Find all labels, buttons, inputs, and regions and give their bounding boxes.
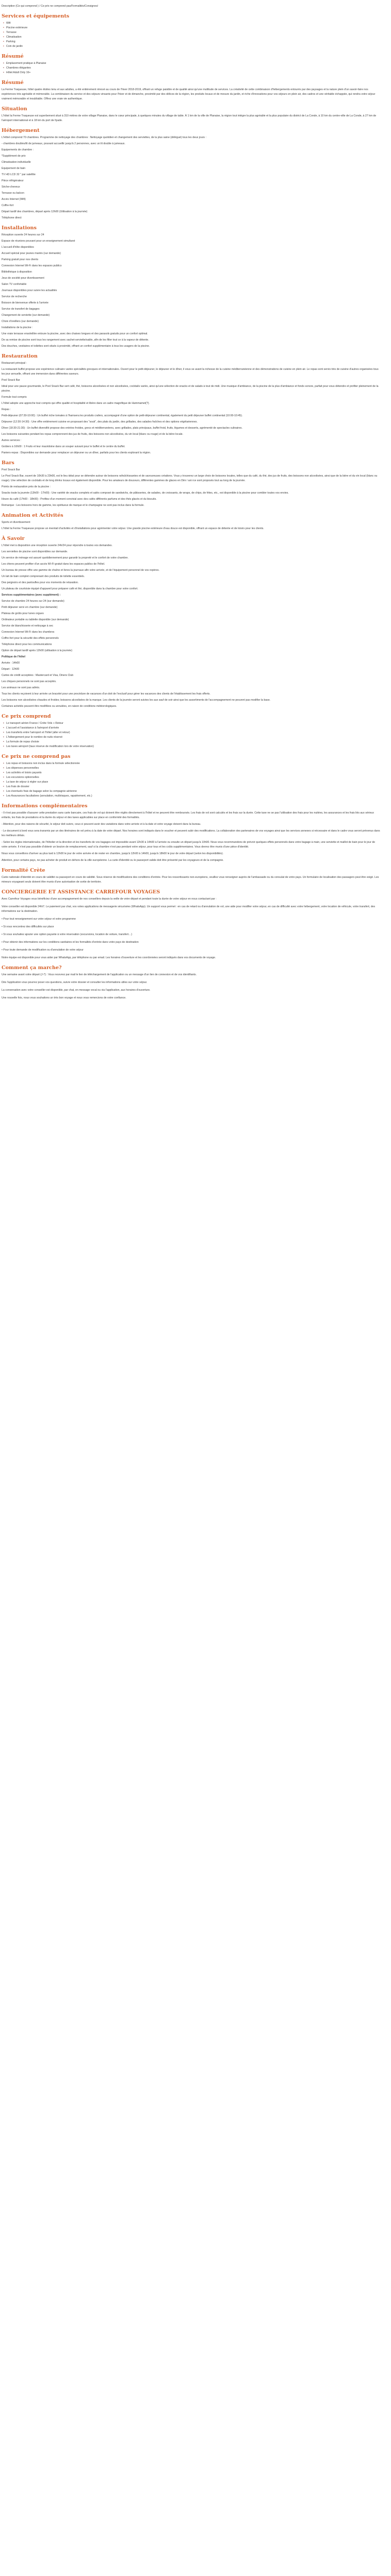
conciergerie-body — [2, 897, 381, 960]
resume-item: • Chambres élégantes — [2, 66, 381, 71]
conciergerie-title: CONCIERGERIE ET ASSISTANCE CARREFOUR VOYAGES — [2, 889, 160, 895]
ceprixnon-title: Ce prix ne comprend pas — [2, 754, 71, 759]
installations-line: L'accueil d'hôte disponibles — [2, 246, 34, 249]
hebergement-line: TV HD LCD 32 " par satellite — [2, 173, 36, 176]
asavoir-line: Un service de ménage est assuré quotidiennement pour garantir la propreté et le confort de votre chambre. — [2, 556, 128, 560]
ceprixnon-item: • Les Assurances facultatives (annulation, multirisques, rapatriement, etc.) — [2, 794, 381, 799]
ceprixnon-item: • Les activités et loisirs payants — [2, 771, 381, 775]
animation-lines — [2, 520, 381, 531]
formalites-body: Carte nationale d'identité en cours de validité ou passeport en cours de validité. Sous réserve de modifications des conditions d'entrée. Pour les ressortissants non-européens, veuillez vous renseigner auprès de l'ambassade ou du consulat de votre pays. Un formulaire de localisation des passagers peut être exigé. Les mineurs voyageant seuls doivent être munis d'une autorisation de sortie de territoire. — [2, 876, 379, 884]
infos-para: - Selon les règles internationales, de l'hôtelier et la direction et les transferts de vos bagages est impossible avant 12h30 à 14h00 à l'arrivée ou ensuite un départ jusqu'à 10h00. Nous vous recommandons de prévoir quelques effets personnels dans votre bagage à main, une serviette et maillot de bain pour le jour de votre arrivée. Il n'est pas possible d'obtenir un bouton de remplacement, sauf si la chambre n'est pas pendant votre séjour, pour tous et les coûts supplémentaires. Vous devrez être munis d'une pièce d'identité. — [2, 841, 376, 849]
animation-line: L'hôtel la Ferme Traqueuse propose un éventail d'activités et d'installations pour agrémenter votre séjour. Une grande piscine extérieure d'eau douce est disponible, offrant un espace de détente et de loisirs pour les clients. — [2, 527, 264, 530]
conciergerie-para: • Pour obtenir des informations sur les conditions sanitaires et les formalités d'entrée dans votre pays de destination — [2, 941, 139, 944]
asavoir-line: Des peignoirs et des pantoufles pour vos moments de relaxation. — [2, 581, 79, 584]
infos-para: - Il n'est pas possible d'assurer cette prestation sans carte bancaire, ces frais de vol qui doivent être réglés directement à l'hôtel et ne peuvent être remboursés. Les frais de vol sont calculés et les frais sur la durée. Cette taxe ne se pas l'utilisation des frais pour les nuitées, les assurances et les frais liés aux sérieux enfants, les frais de prestations et la durée du séjour et des taxes applicables sur place en conformité des formalités. — [2, 811, 374, 819]
restauration-line: Goûters à 16h00 : 1 Fruits et leur macédoine dans un souper suivant pour le buffet et le centre du buffet. — [2, 445, 125, 448]
asavoir-line: Les boissons non alcoolisées chaudes et froides; boissons alcoolisées de la marque. Les clients de la journée seront suivies les aux sauf de soir ainsi que les assortiments de l'accompagnement ne peuvent pas modifier la base. — [2, 699, 271, 702]
installations-line: Service de recherche — [2, 295, 27, 298]
installations-line: Service de transfert de bagages — [2, 308, 40, 311]
installations-line: Parking gratuit pour nos clients — [2, 258, 39, 261]
conciergerie-para: Votre conseiller est disponible 24h/7. Le paiement par chat, vos votes applications de messagerie sécurisées (WhatsApp). Un support vous permet : en cas de retard ou d'annulation de vol, une aide pour modifier votre séjour, en cas de difficulté avec votre hébergement, votre location de véhicule, votre transfert, des informations sur la destination. — [2, 905, 376, 913]
bars-line: Points de restauration près de la piscine : — [2, 485, 51, 488]
asavoir-line: Téléphone direct pour les communications — [2, 643, 52, 646]
asavoir-line: Ordinateur portable ou tablette disponible (sur demande) — [2, 618, 69, 621]
bars-lines — [2, 468, 381, 508]
installations-line: Changement de serviette (sur demande) — [2, 314, 50, 317]
conciergerie-para: • Si vous souhaitez ajouter une option payante à votre réservation (excursions, location de voiture, transfert…) — [2, 933, 132, 936]
installations-line: Boisson de bienvenue offerte à l'arrivée — [2, 301, 48, 304]
page — [0, 0, 391, 1024]
hebergement-line: *Supplément de prix — [2, 155, 26, 158]
resume-item: • Hôtel Adult Only 16+ — [2, 71, 381, 75]
ceprix-item: • La formule de repas choisie — [2, 740, 381, 744]
hebergement-line: Equipements de chambre : — [2, 148, 34, 151]
installations-line: Jeux de société pour divertissement — [2, 277, 44, 280]
conciergerie-para: • Pour tout renseignement sur votre séjour et votre programme — [2, 918, 76, 921]
ceprix-item: • Les taxes aéroport (taux réserve de modification lors de votre réservation) — [2, 744, 381, 749]
asavoir-line: Politique de l'hôtel — [2, 655, 25, 658]
asavoir-line: Tous les clients reçoivent à leur arrivée un bracelet pour une procédure de vacances d'un doit de l'exclusif pour gérer les vacances des clients de l'établissement les frais offerts. — [2, 692, 210, 696]
restauration-title: Restauration — [2, 353, 38, 359]
conciergerie-para: Notre équipe est disponible pour vous aider par WhatsApp, par téléphone ou par email. Les horaires d'ouverture et les coordonnées seront indiqués dans vos documents de voyage. — [2, 956, 216, 959]
ceprix-list — [2, 721, 381, 749]
conciergerie-para: Avec Carrefour Voyages vous bénéficiez d'une accompagnement de nos conseillers depuis la veille de votre départ et pendant toute la durée de votre séjour en nous contactant par : — [2, 897, 217, 901]
ceprixnon-item: • Les dépenses personnelles — [2, 766, 381, 771]
asavoir-line: L'hôtel met à disposition une réception ouverte 24h/24 pour répondre à toutes vos demandes. — [2, 544, 112, 547]
ceprixnon-item: • La taxe de séjour à régler sur place — [2, 780, 381, 785]
asavoir-line: Service de chambre 24 heures sur 24 (sur demande) — [2, 600, 64, 603]
services-item: • Climatisation — [2, 35, 381, 40]
asavoir-line: Les chiens peuvent profiter d'un accès Wi-Fi gratuit dans les espaces publics de l'hôtel. — [2, 563, 105, 566]
services-title: Services et équipements — [2, 13, 70, 19]
asavoir-lines — [2, 544, 381, 709]
restauration-line: Autres services : — [2, 439, 22, 442]
commentmarche-body — [2, 973, 381, 1001]
restauration-line: La restaurant buffet propose une expérience culinaire variée spécialités grecques et internationales. Ouvert pour le petit-déjeuner, le déjeuner et le dîner, il vous se avant la richesse de la cuisine méditerranéenne et des démonstrations de cuisine en plein air. Le repas sont servis très de cuisine d'autres organisées tous les jour annuelle, offrant une immersion dans différentes saveurs. — [2, 368, 379, 376]
installations-line: De sa remise de piscine sont tous les rangement avec sachet-serviette/sable, afin de les filter tout ce à la vapeur de détente. — [2, 338, 149, 342]
ceprix-item: • Le transport aérien France / Crète Vols + Retour — [2, 721, 381, 726]
installations-line: Espace de réunions pouvant pour un enseignement simultané — [2, 240, 75, 243]
hebergement-line: - chambres doubles/lit de jumeaux, pouvant accueillir jusqu'à 2 personnes, avec un lit double à jumeaux. — [2, 142, 125, 145]
restauration-line: Repas : — [2, 408, 11, 411]
restauration-line: Déjeuner (12:30-14:30) : Une offre entièrement cuisine en proposant des "souk", des plats du jardin, des grillades, des salades fraîches et des options végétariennes. — [2, 420, 198, 423]
situation-title: Situation — [2, 106, 27, 112]
resume2-title: Résumé — [2, 80, 24, 86]
infos-title: Informations complémentaires — [2, 803, 88, 809]
services-item: • Terrasse — [2, 30, 381, 35]
resume-title: Résumé — [2, 54, 24, 59]
ceprix-title: Ce prix comprend — [2, 714, 51, 719]
situation-body: L'hôtel la Ferme Traqueuse est superbement situé à 310 mètres de votre village Planaise, dans le cœur principale, à quelques minutes du village de table. À 1 km de la ville de Planaise, la région tout intègre la plus agréable et la plus populaire du district de La Conde, à 10 km du centre-ville de La Conde, à 27 km de l'aéroport international et à 18 km du port de Ilyade. — [2, 114, 377, 122]
services-item: • Coin de jardin — [2, 44, 381, 49]
installations-line: Réception ouverte 24 heures sur 24 — [2, 233, 44, 236]
asavoir-title: À Savoir — [2, 536, 25, 541]
services-item: • Parking — [2, 40, 381, 44]
bars-line: Pool Snack Bar — [2, 468, 20, 471]
restauration-line: Pool Snack Bar — [2, 379, 20, 382]
infos-para: - Attention, pour des raisons de sécurité, le séjour doit suivre, ceux-ci peuvent avoir des variations dans votre arrivée et à la date et votre voyage doivent dans la bureau. — [2, 823, 201, 826]
infos-para: Attention, pour certains pays, ne pas acheter de produit en dehors de la ville européenne. La carte d'identité ou le passeport valide doit être présenté par les voyageurs et de la compagnie. — [2, 859, 224, 862]
asavoir-line: Les animaux ne sont pas admis. — [2, 686, 40, 689]
ceprixnon-item: • Les éventuels frais de bagage selon la compagnie aérienne — [2, 789, 381, 794]
asavoir-line: Service de blanchisserie et nettoyage à sec — [2, 624, 54, 628]
hebergement-line: L'Hôtel comprend 70 chambres. Programme de nettoyage des chambres : Nettoyage quotidien et changement des serviettes, de la plus saine (délégué) tous les deux jours : — [2, 136, 206, 139]
installations-line: Accueil spécial pour jeunes mariés (sur demande) — [2, 252, 61, 255]
infos-para: Nous vous conseillons d'arriver au plus tard à 12h00 le jour de votre arrivée et de rester en chambre, jusqu'à 12h00 à 14h00, jusqu'à 18h00 le jour de votre départ (selon les disponibilités). — [2, 852, 224, 855]
installations-lines — [2, 233, 381, 349]
installations-line: Installations de la piscine : — [2, 326, 33, 329]
asavoir-line: Plateau de goûts pour lunes orgues — [2, 612, 44, 615]
hebergement-line: Départ tardif des chambres, départ après 12h00 (Utilisation à la journée) — [2, 210, 88, 213]
intro-text: Description (Ce qui comprend ) / Ce prix ne comprend pas/Formalités/Consignes/ — [2, 5, 99, 8]
hebergement-line: Equipement de bain — [2, 167, 26, 170]
bars-title: Bars — [2, 460, 14, 466]
services-list — [2, 21, 381, 49]
conciergerie-para: • Pour toute demande de modification ou d'annulation de votre séjour — [2, 948, 84, 952]
ceprix-item: • Les transferts entre l'aéroport et l'hôtel (aller et retour) — [2, 731, 381, 735]
asavoir-line: Option de départ tardif après 12h00 (utilisation à la journée) — [2, 649, 72, 652]
installations-line: Salon TV confortable — [2, 283, 27, 286]
infos-para: - Le document à bord vous sera transmis par un des itinéraires de vol prévu à la date de votre départ. Nos horaires sont indiqués dans le voucher et peuvent subir des modifications. La collaboration des partenaires de vos voyages ainsi que les services annexes si nécessaire et dans le cadre vous seront prévenus dans les meilleurs délais. — [2, 829, 380, 837]
ceprixnon-list — [2, 761, 381, 799]
resume2-body: La Ferme Traqueuse, hôtel quatre étoiles tenu et aux adultes, a été entièrement rénové au cours de l'hiver 2018-2019, offrant un refuge paisible et de qualité ainsi qu'une multitude de services. La créativité de cette combinaison d'hébergements entourés par des paysages et la nature plein d'un savoir-faire nos expériences très agréable et mémorable. La combinaison du service et des séjours vinsants pour l'hiver et de dimanche, proximité par des délices de la région, les produits locaux et de mesure du jardin, et riche d'innovations pour vos séjours en plein air, des cadres et une véritable échappée, qui rendra votre séjour vraiment mémorable et inoubliable. Offrez une vraie vie authentique. — [2, 88, 376, 100]
restauration-line: Les boissons suivantes pendant les repas comprennent des jus de fruits, des boissons non alcoolisées, du vin local (blanc ou rouge) et de la bière locale. — [2, 433, 184, 436]
asavoir-line: Cartes de crédit acceptées : Mastercard et Visa, Diners Club — [2, 674, 74, 677]
installations-line: Connexion Internet Wi-Fi dans les espaces publics — [2, 264, 62, 267]
services-item: • Piscine extérieure — [2, 26, 381, 30]
restauration-line: L'hôtel adopte une approche tout compris qui offre qualité et hospitalité et libère dans un cadre magnifique de Hammamet(?). — [2, 402, 150, 405]
services-item: • Wifi — [2, 21, 381, 26]
asavoir-line: Un plateau de courtoisie équipé d'appareil pour préparer café et thé, disponible dans la chambre pour votre confort. — [2, 587, 138, 590]
ceprix-item: • L'accueil et l'assistance à l'aéroport d'arrivée — [2, 726, 381, 731]
asavoir-line: Petit déjeuner servi en chambre (sur demande) — [2, 606, 58, 609]
restauration-line: Petit-déjeuner (07:30-10:00) : Un buffet riche tomates à l'hamsera les produits crafers, accompagné d'une option de petit-déjeuner continental, également du petit déjeuner buffet continental (10:00-10:45). — [2, 414, 243, 417]
asavoir-line: Les chiques personnels ne sont pas acceptés. — [2, 680, 57, 683]
hebergement-line: Pièce réfrigérateur — [2, 179, 24, 182]
installations-line: Choix d'oreillers (sur demande) — [2, 320, 39, 323]
restauration-line: Formule tout compris — [2, 396, 27, 399]
asavoir-line: Un bureau de presse offre une gamme de chaîne et livres la journaux afin votre arrivée, et de l'équipement personnel de vos repères. — [2, 569, 159, 572]
asavoir-line: Départ : 12h00 — [2, 668, 20, 671]
ceprixnon-item: • Les excursions optionnelles — [2, 775, 381, 780]
asavoir-line: Arrivée : 14h00 — [2, 662, 20, 665]
installations-line: Bibliothèque à disposition — [2, 270, 32, 274]
installations-line: Des douches, vestiaires et toilettes sont situés à proximité, offrant un confort supplémentaire à tous les usagers de la piscine. — [2, 345, 150, 348]
hebergement-line: Terrasse ou balcon — [2, 192, 24, 195]
asavoir-line: Coffre-fort pour la sécurité des effets personnels — [2, 637, 59, 640]
infos-body — [2, 811, 381, 863]
commentmarche-para: Dès l'application vous pourrez poser vos questions, suivre votre dossier et consulter les informations utiles sur votre séjour. — [2, 981, 148, 984]
ceprixnon-item: • Les repas et boissons non inclus dans la formule sélectionnée — [2, 761, 381, 766]
restauration-line: Paniers-repas : Disponibles sur demande pour remplacer un déjeuner ou un dîner, parfaits pour les clients explorant la région. — [2, 451, 151, 454]
asavoir-line: Un lait de bain complet comprenant des produits de toilette essentiels. — [2, 575, 85, 578]
formalites-title: Formalité Crète — [2, 868, 45, 873]
hebergement-line: Sèche-cheveux — [2, 185, 20, 189]
ceprix-item: • L'hébergement pour le nombre de nuits réservé — [2, 735, 381, 740]
asavoir-line: Services supplémentaires (avec supplément) : — [2, 594, 61, 597]
animation-title: Animation et Activités — [2, 513, 63, 518]
commentmarche-title: Comment ça marche? — [2, 965, 62, 971]
bars-line: Heure du café (17h00 - 18h00) : Profitez d'un moment convivial avec des cafés différents parfums et des thés glacés et du biscuits. — [2, 498, 157, 501]
conciergerie-para: • Si vous rencontrez des difficultés sur place — [2, 925, 54, 928]
installations-line: Journaux disponibles pour suivre les actualités — [2, 289, 57, 292]
installations-line: Une vraie terrasse ensoleillée entoure la piscine, avec des chaises longues et des parasols gratuits pour un confort optimal. — [2, 332, 148, 335]
restauration-line: Restaurant principal : — [2, 362, 27, 365]
installations-title: Installations — [2, 225, 37, 231]
commentmarche-para: Une nouvelle fois, nous vous souhaitons un très bon voyage et nous vous remercions de votre confiance. — [2, 996, 126, 999]
hebergement-line: Accès Internet (Wifi) — [2, 198, 26, 201]
hebergement-title: Hébergement — [2, 128, 40, 133]
bars-line: Le Pool Snack Bar, ouvert de 10h30 à 23h00, est le lieu idéal pour se détendre autour de boissons rafraîchissantes et de savoureuses créations. Vous y trouverez un large choix de boissons locales, telles que du café, du thé, des jus de fruits, des boissons non alcoolisées, ainsi que de la bière et du vin local (blanc ou rouge). Une sélection de cocktails et de long drinks locaux est également disponible. Pour les amateurs de douceurs, différentes gammes de glaces en Dim / ani rce sont proposés tout au long de la journée. — [2, 474, 378, 482]
resume-item: • Emplacement pratique à Planaise — [2, 61, 381, 66]
resume-list — [2, 61, 381, 75]
hebergement-line: Téléphone direct — [2, 216, 22, 219]
bars-line: Snacks toute la journée (13h00 - 17h00) : Une variété de snacks complets et salés composé de sandwichs, de pâtisseries, de salades, de croissants, de wraps, de chips, de frites, etc., est disponible à la piscine pour combler toutes vos envies. — [2, 492, 289, 495]
restauration-lines — [2, 361, 381, 455]
animation-line: Sports et divertissement — [2, 521, 30, 524]
bars-line: Remarque : Les boissons hors de gamme, les spiritueux de marque et le champagne ne sont pas inclus dans la formule. — [2, 504, 144, 507]
commentmarche-para: Une semaine avant votre départ (J-7) : Vous recevrez par mail le lien de téléchargement de l'application ou un message d'un lien de connexion et de vos identifiants. — [2, 973, 197, 976]
asavoir-line: Les serviettes de piscine sont disponibles sur demande. — [2, 550, 68, 553]
asavoir-line: Connexion Internet Wi-Fi dans les chambres — [2, 631, 55, 634]
hebergement-line: Coffre-fort — [2, 204, 14, 207]
ceprixnon-item: • Les frais de dossier — [2, 785, 381, 789]
restauration-line: Dîner (18:30-21:30) : Un buffet diversifié propose des entrées froides, grecs et méditerranéens, avec grillades, plats principaux, buffet froid, fruits, légumes et desserts, agrémenté de spectacles culinaires. — [2, 427, 242, 430]
hebergement-line: Climatisation individuelle — [2, 161, 31, 164]
hebergement-lines — [2, 135, 381, 221]
commentmarche-para: La conversation avec votre conseiller est disponible, par chat, en message vocal ou via l'application, aux horaires d'ouverture. — [2, 989, 151, 992]
restauration-line: Idéal pour une pause gourmande, le Pool Snack Bar sert café, thé, boissons alcoolisées et non alcoolisées, cocktails variés, ainsi qu'une sélection de snacks et de salads à tout de midi. Une musique d'ambiance, de la piscine de la plus d'ambiance et fonds sonore, parfait pour vous détendre et profiter pleinement de la piscine. — [2, 385, 379, 393]
asavoir-line: Certaines activités peuvent être modifiées ou annulées, en raison de conditions météorologiques. — [2, 705, 117, 708]
